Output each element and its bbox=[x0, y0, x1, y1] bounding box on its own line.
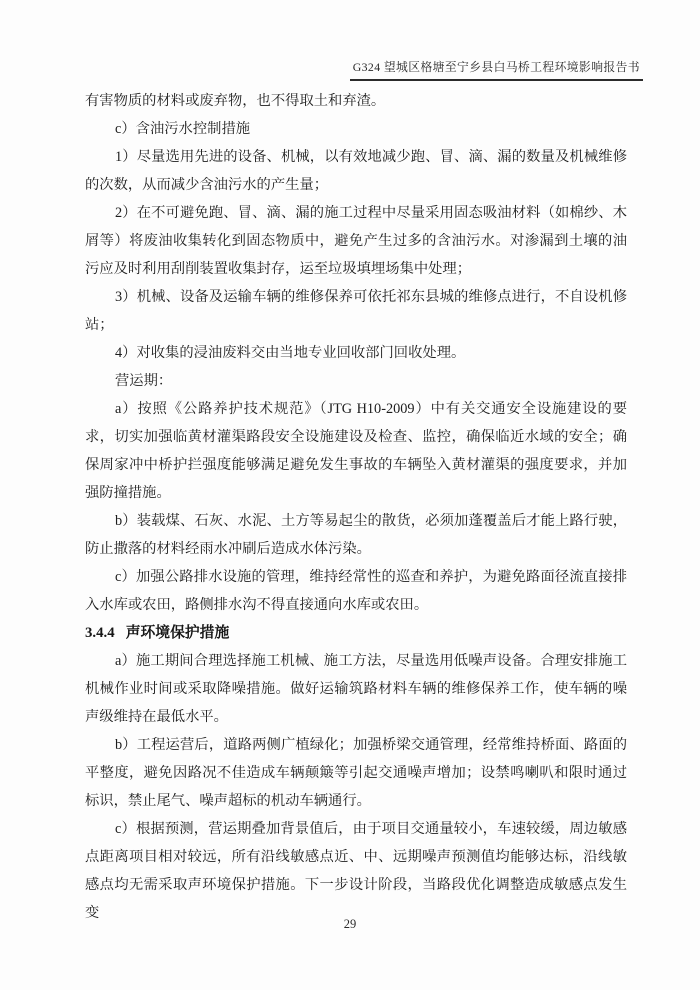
paragraph-item-4: 4）对收集的浸油废料交由当地专业回收部门回收处理。 bbox=[115, 345, 466, 361]
page-footer bbox=[0, 917, 700, 932]
paragraph-item-1: 1）尽量选用先进的设备、机械，以有效地减少跑、冒、滴、漏的数量及机械维修的次数，从而减少含油污水的产生量； bbox=[85, 149, 627, 193]
section-heading bbox=[85, 619, 627, 647]
header-title: G324 望城区格塘至宁乡县白马桥工程环境影响报告书 bbox=[352, 60, 640, 74]
paragraph-item-2: 2）在不可避免跑、冒、滴、漏的施工过程中尽量采用固态吸油材料（如棉纱、木屑等）将废油收集转化到固态物质中，避免产生过多的含油污水。对渗漏到土壤的油污应及时利用刮削装置收集封存，运至垃圾填埋场集中处理； bbox=[85, 205, 627, 277]
paragraph-item-3: 3）机械、设备及运输车辆的维修保养可依托祁东县城的维修点进行，不自设机修站； bbox=[85, 289, 627, 333]
paragraph-continuation: 有害物质的材料或废弃物，也不得取土和弃渣。 bbox=[85, 93, 386, 109]
paragraph-noise-b: b）工程运营后，道路两侧广植绿化；加强桥梁交通管理，经常维持桥面、路面的平整度，避免因路况不佳造成车辆颠簸等引起交通噪声增加；设禁鸣喇叭和限时通过标识，禁止尾气、噪声超标的机动车辆通行。 bbox=[85, 737, 627, 809]
paragraph-item-a: a）按照《公路养护技术规范》（JTG H10-2009）中有关交通安全设施建设的要求，切实加强临黄材灌渠路段安全设施建设及检查、监控，确保临近水域的安全；确保周家冲中桥护拦强度能够满足避免发生事故的车辆坠入黄材灌渠的强度要求，并加强防撞措施。 bbox=[85, 401, 627, 501]
paragraph-noise-a: a）施工期间合理选择施工机械、施工方法，尽量选用低噪声设备。合理安排施工机械作业时间或采取降噪措施。做好运输筑路材料车辆的维修保养工作，使车辆的噪声级维持在最低水平。 bbox=[85, 653, 627, 725]
paragraph-noise-c: c）根据预测，营运期叠加背景值后，由于项目交通量较小，车速较缓，周边敏感点距离项目相对较远，所有沿线敏感点近、中、远期噪声预测值均能够达标，沿线敏感点均无需采取声环境保护措施。下一步设计阶段，当路段优化调整造成敏感点发生变 bbox=[85, 821, 627, 921]
section-title: 声环境保护措施 bbox=[125, 625, 230, 641]
section-number: 3.4.4 bbox=[85, 625, 115, 641]
page-header bbox=[350, 59, 643, 81]
paragraph-oily-water-heading: c）含油污水控制措施 bbox=[115, 121, 251, 137]
document-body bbox=[85, 87, 627, 927]
page-number: 29 bbox=[343, 917, 357, 931]
paragraph-item-c: c）加强公路排水设施的管理，维持经常性的巡查和养护，为避免路面径流直接排入水库或农田，路侧排水沟不得直接通向水库或农田。 bbox=[85, 569, 627, 613]
paragraph-item-b: b）装载煤、石灰、水泥、土方等易起尘的散货，必须加蓬覆盖后才能上路行驶，防止撒落的材料经雨水冲刷后造成水体污染。 bbox=[85, 513, 627, 557]
paragraph-operation-period: 营运期： bbox=[115, 373, 173, 389]
